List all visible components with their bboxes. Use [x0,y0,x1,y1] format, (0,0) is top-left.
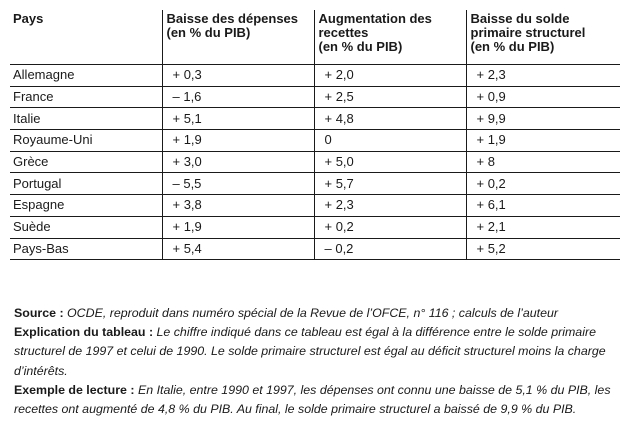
value-cell: + 1,9 [466,130,620,152]
table-row [10,238,620,260]
data-table [10,10,620,260]
value-cell: + 5,7 [314,173,466,195]
table-notes [14,304,620,419]
country-cell: Italie [10,108,162,130]
value-cell: + 1,9 [162,216,314,238]
country-cell: France [10,86,162,108]
country-cell: Royaume-Uni [10,130,162,152]
value-cell: + 5,4 [162,238,314,260]
country-cell: Grèce [10,151,162,173]
value-cell: + 5,2 [466,238,620,260]
value-cell: + 6,1 [466,195,620,217]
table-row [10,86,620,108]
header-pays: Pays [10,10,162,65]
explication-label: Explication du tableau [14,325,146,340]
source-note: Source : OCDE, reproduit dans numéro spécial de la Revue de l’OFCE, n° 116 ; calculs de l’auteur [14,306,558,320]
source-label: Source [14,306,57,320]
value-cell: + 0,3 [162,65,314,87]
value-cell: + 2,3 [314,195,466,217]
header-baisse-solde: Baisse du solde primaire structurel (en % du PIB) [466,10,620,65]
header-augmentation-recettes: Augmentation des recettes (en % du PIB) [314,10,466,65]
table-row [10,130,620,152]
table-row [10,65,620,87]
value-cell: + 0,9 [466,86,620,108]
source-text: OCDE, reproduit dans numéro spécial de la Revue de l’OFCE, n° 116 ; calculs de l’auteur [67,306,558,320]
table-row [10,195,620,217]
value-cell: + 4,8 [314,108,466,130]
header-baisse-depenses: Baisse des dépenses (en % du PIB) [162,10,314,65]
table-row [10,216,620,238]
value-cell: – 0,2 [314,238,466,260]
explication-text: Le chiffre indiqué dans ce tableau est égal à la différence entre le solde primaire structurel de 1997 et celui de 1990. Le solde primaire structurel est égal au déficit structurel moins la charge d’intérêts. [14,325,606,378]
value-cell: + 9,9 [466,108,620,130]
value-cell: + 2,3 [466,65,620,87]
value-cell: – 1,6 [162,86,314,108]
value-cell: + 5,0 [314,151,466,173]
country-cell: Portugal [10,173,162,195]
value-cell: + 2,5 [314,86,466,108]
table-row [10,151,620,173]
table-row [10,108,620,130]
value-cell: + 0,2 [314,216,466,238]
table-header-row [10,10,620,65]
exemple-note: Exemple de lecture : En Italie, entre 1990 et 1997, les dépenses ont connu une baisse de 5,1 % du PIB, les recettes ont augmenté de 4,8 % du PIB. Au final, le solde primaire structurel a baissé de 9,9 % du PIB. [14,382,611,417]
table-row [10,173,620,195]
value-cell: + 5,1 [162,108,314,130]
value-cell: + 1,9 [162,130,314,152]
exemple-label: Exemple de lecture [14,382,127,397]
value-cell: + 3,8 [162,195,314,217]
value-cell: – 5,5 [162,173,314,195]
value-cell: + 2,1 [466,216,620,238]
value-cell: + 8 [466,151,620,173]
country-cell: Suède [10,216,162,238]
value-cell: + 0,2 [466,173,620,195]
country-cell: Allemagne [10,65,162,87]
value-cell: + 2,0 [314,65,466,87]
country-cell: Pays-Bas [10,238,162,260]
exemple-text: En Italie, entre 1990 et 1997, les dépenses ont connu une baisse de 5,1 % du PIB, les recettes ont augmenté de 4,8 % du PIB. Au final, le solde primaire structurel a baissé de 9,9 % du PIB. [14,382,611,417]
value-cell: 0 [314,130,466,152]
country-cell: Espagne [10,195,162,217]
explication-note: Explication du tableau : Le chiffre indiqué dans ce tableau est égal à la différence entre le solde primaire structurel de 1997 et celui de 1990. Le solde primaire structurel est égal au déficit structurel moins la charge d’intérêts. [14,325,606,378]
value-cell: + 3,0 [162,151,314,173]
